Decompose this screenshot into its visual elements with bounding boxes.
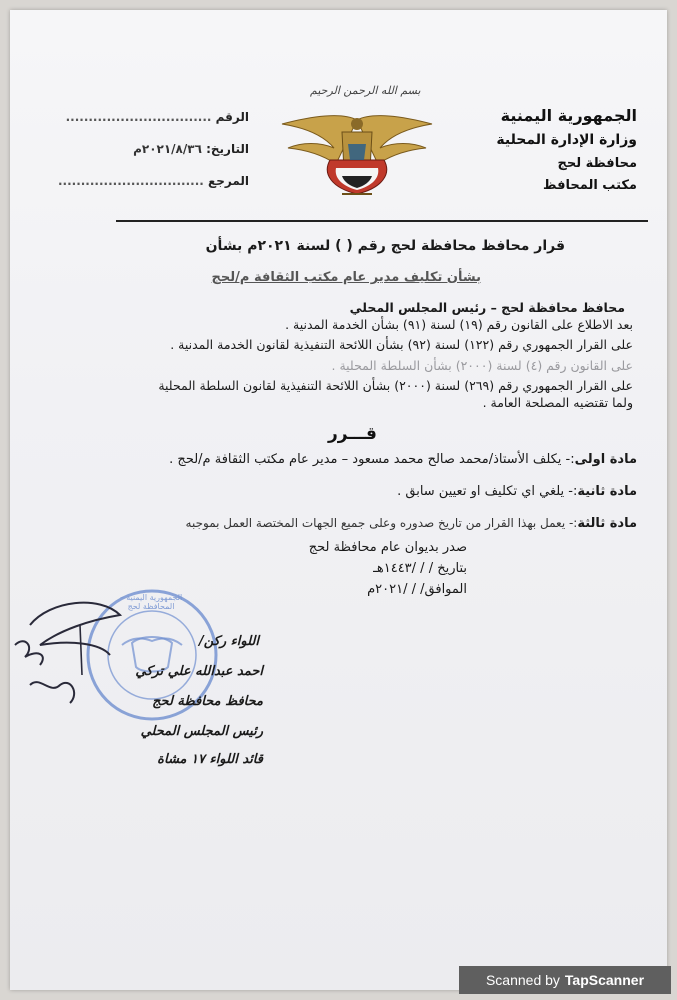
country-name: الجمهورية اليمنية: [500, 106, 637, 125]
article-2: [397, 484, 637, 499]
signature-title-3: قائد اللواء ١٧ مشاة: [157, 752, 263, 767]
preamble-line-1: بعد الاطلاع على القانون رقم (١٩) لسنة (٩١) بشأن الخدمة المدنية .: [285, 317, 633, 332]
article-3-label: مادة ثالثة: [577, 516, 637, 531]
issued-at: صدر بديوان عام محافظة لحج: [308, 540, 467, 555]
yemen-emblem-icon: [272, 102, 442, 202]
decides-heading: قـــرر: [328, 424, 377, 444]
hijri-date: بتاريخ / / /١٤٤٣هـ: [373, 561, 467, 576]
ref-value: ................................: [57, 174, 204, 188]
date-value: ٢٠٢١/٨/٣٦م: [133, 142, 202, 156]
stamp-text: الجمهورية اليمنية – المحافظة لحج: [119, 593, 183, 611]
date-label: التاريخ: [210, 142, 249, 156]
date-row: التاريخ: ٢٠٢١/٨/٣٦م: [133, 142, 249, 156]
header-divider: [116, 220, 648, 222]
ref-row: [19, 174, 249, 188]
preamble-line-4: على القرار الجمهوري رقم (٢٦٩) لسنة (٢٠٠٠) بشأن اللائحة التنفيذية لقانون السلطة المحلية: [158, 378, 633, 393]
decision-subtitle: بشأن تكليف مدير عام مكتب الثقافة م/لحج: [211, 270, 481, 285]
preamble-line-2: على القرار الجمهوري رقم (١٢٢) لسنة (٩٢) بشأن اللائحة التنفيذية لقانون الخدمة المدنية .: [170, 337, 633, 352]
office-name: مكتب المحافظ: [543, 178, 637, 193]
article-1-text: :- يكلف الأستاذ/محمد صالح محمد مسعود – مدير عام مكتب الثقافة م/لحج .: [169, 452, 575, 467]
article-1: [169, 452, 637, 467]
article-3-text: :- يعمل بهذا القرار من تاريخ صدوره وعلى جميع الجهات المختصة العمل بموجبه: [185, 516, 578, 530]
article-3: [186, 516, 637, 531]
watermark-prefix: Scanned by: [485, 972, 560, 988]
scanner-watermark: [459, 966, 671, 994]
signature-title-1: محافظ محافظة لحج: [152, 694, 263, 709]
document-page: [10, 10, 667, 990]
governorate-name: محافظة لحج: [557, 156, 637, 171]
watermark-brand: TapScanner: [564, 972, 645, 988]
gregorian-date: الموافق/ / /٢٠٢١م: [367, 582, 467, 597]
preamble-line-5: ولما تقتضيه المصلحة العامة .: [482, 395, 633, 410]
signature-title-2: رئيس المجلس المحلي: [140, 724, 263, 739]
article-1-label: مادة اولى: [574, 452, 637, 467]
handwritten-signature-icon: [10, 585, 135, 735]
preamble-line-3: على القانون رقم (٤) لسنة (٢٠٠٠) بشأن السلطة المحلية .: [331, 358, 633, 373]
number-label: الرقم: [215, 110, 249, 124]
signature-name: احمد عبدالله علي تركي: [135, 664, 263, 679]
signature-rank: اللواء ركن/: [199, 634, 259, 649]
number-row: [19, 110, 249, 124]
article-2-text: :- يلغي اي تكليف او تعيين سابق .: [397, 484, 578, 499]
decision-title: قرار محافظ محافظة لحج رقم ( ) لسنة ٢٠٢١م بشأن: [205, 238, 565, 254]
ministry-name: وزارة الإدارة المحلية: [496, 132, 637, 148]
decision-issuer: محافظ محافظة لحج – رئيس المجلس المحلي: [349, 300, 625, 315]
basmala: بسم الله الرحمن الرحيم: [310, 84, 421, 97]
number-value: ................................: [65, 110, 212, 124]
ref-label: المرجع: [208, 174, 249, 188]
article-2-label: مادة ثانية: [577, 484, 637, 499]
